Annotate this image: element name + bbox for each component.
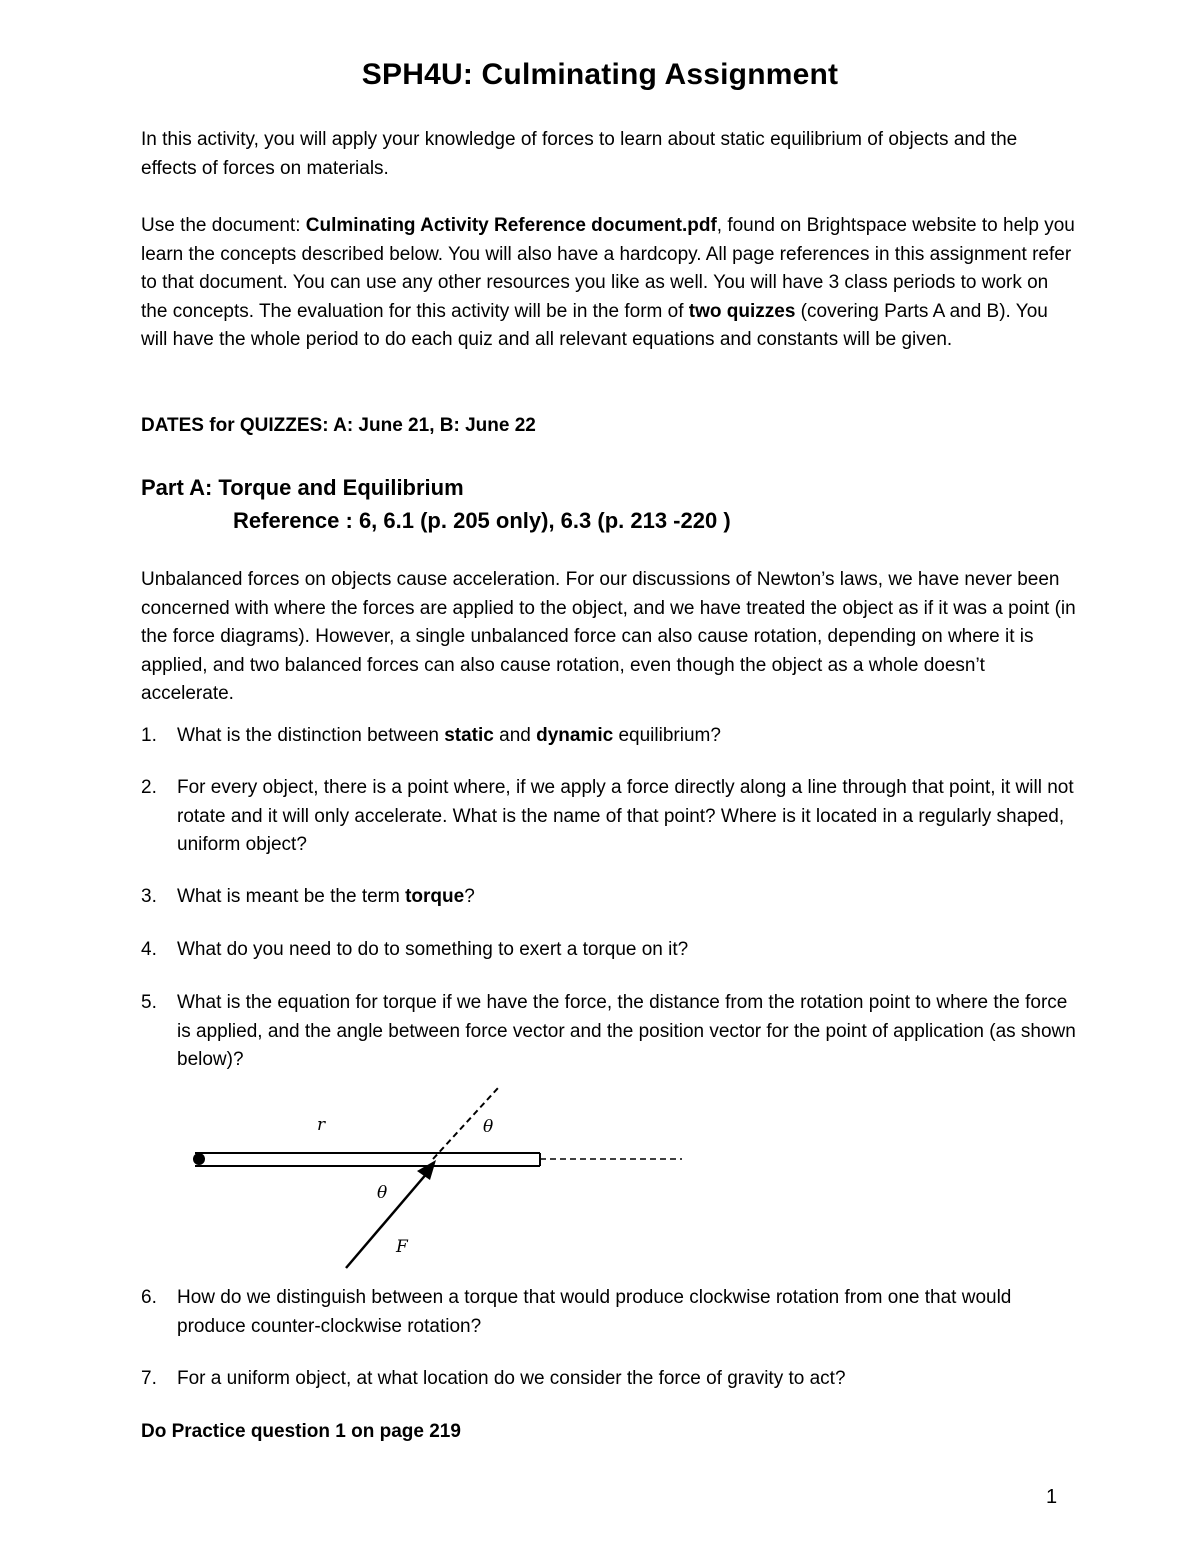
question-2 [141,774,1076,860]
question-number: 1. [141,725,157,746]
term-torque: torque [405,886,465,907]
question-3 [141,883,1076,912]
question-6 [141,1284,1076,1341]
question-text: What is the equation for torque if we have the force, the distance from the rotation point to where the force is applied, and the angle between force vector and the position vector for the point of application (as shown below)? [177,992,1076,1070]
question-number: 4. [141,939,157,960]
part-a-reference: Reference : 6, 6.1 (p. 205 only), 6.3 (p. 213 -220 ) [233,508,731,533]
question-text: For every object, there is a point where, if we apply a force directly along a line through that point, it will not rotate and it will only accelerate. What is the name of that point? Where is it located in a regularly shaped, uniform object? [177,777,1074,855]
page-number: 1 [1046,1486,1058,1508]
practice-instruction: Do Practice question 1 on page 219 [141,1421,461,1442]
question-text: What is the distinction between [177,725,445,746]
pivot-point [193,1153,205,1165]
two-quizzes-text: two quizzes [688,300,796,322]
question-number: 5. [141,992,157,1013]
question-text: How do we distinguish between a torque that would produce clockwise rotation from one that would produce counter-clockwise rotation? [177,1287,1012,1337]
question-number: 3. [141,886,157,907]
question-text: ? [464,886,475,907]
force-arrowhead [417,1160,436,1180]
question-number: 7. [141,1368,157,1389]
question-1 [141,722,1076,751]
question-text: and [493,725,537,746]
label-f: F [396,1237,408,1257]
page-title: SPH4U: Culminating Assignment [361,58,839,91]
question-text: What is meant be the term [177,886,406,907]
usage-suffix: (covering Parts A and B). You will have the whole period to do each quiz and all relevant equations and constants will be given. [141,300,1048,350]
question-4 [141,936,1076,965]
question-7 [141,1365,1076,1394]
usage-prefix: Use the document: [141,215,306,236]
question-number: 2. [141,777,157,798]
question-number: 6. [141,1287,157,1308]
intro-paragraph: In this activity, you will apply your knowledge of forces to learn about static equilibrium of objects and the effects of forces on materials. [141,129,1018,179]
question-5 [141,989,1076,1075]
label-r: r [317,1115,326,1135]
quiz-dates: DATES for QUIZZES: A: June 21, B: June 22 [141,415,536,436]
part-a-heading: Part A: Torque and Equilibrium [141,475,464,500]
question-text: For a uniform object, at what location do we consider the force of gravity to act? [177,1368,846,1389]
usage-middle: , found on Brightspace website to help you learn the concepts described below. You will also have a hardcopy. All page references in this assignment refer to that document. You can use any other resources you like as well. You will have 3 class periods to work on the concepts. The evaluation for this activity will be in the form of [141,215,1075,322]
reference-document-name: Culminating Activity Reference document.pdf [305,215,717,236]
term-dynamic: dynamic [536,725,614,746]
usage-paragraph [141,212,1076,355]
question-text: equilibrium? [613,725,721,746]
label-theta-top: θ [483,1117,494,1137]
question-text: What do you need to do to something to exert a torque on it? [177,939,689,960]
term-static: static [444,725,494,746]
part-a-intro: Unbalanced forces on objects cause acceleration. For our discussions of Newton’s laws, we have never been concerned with where the forces are applied to the object, and we have treated the object as if it was a point (in the force diagrams). However, a single unbalanced force can also cause rotation, depending on where it is applied, and two balanced forces can also cause rotation, even though the object as a whole doesn’t accelerate. [141,569,1076,704]
label-theta-bottom: θ [377,1183,388,1203]
torque-diagram [180,1080,700,1280]
